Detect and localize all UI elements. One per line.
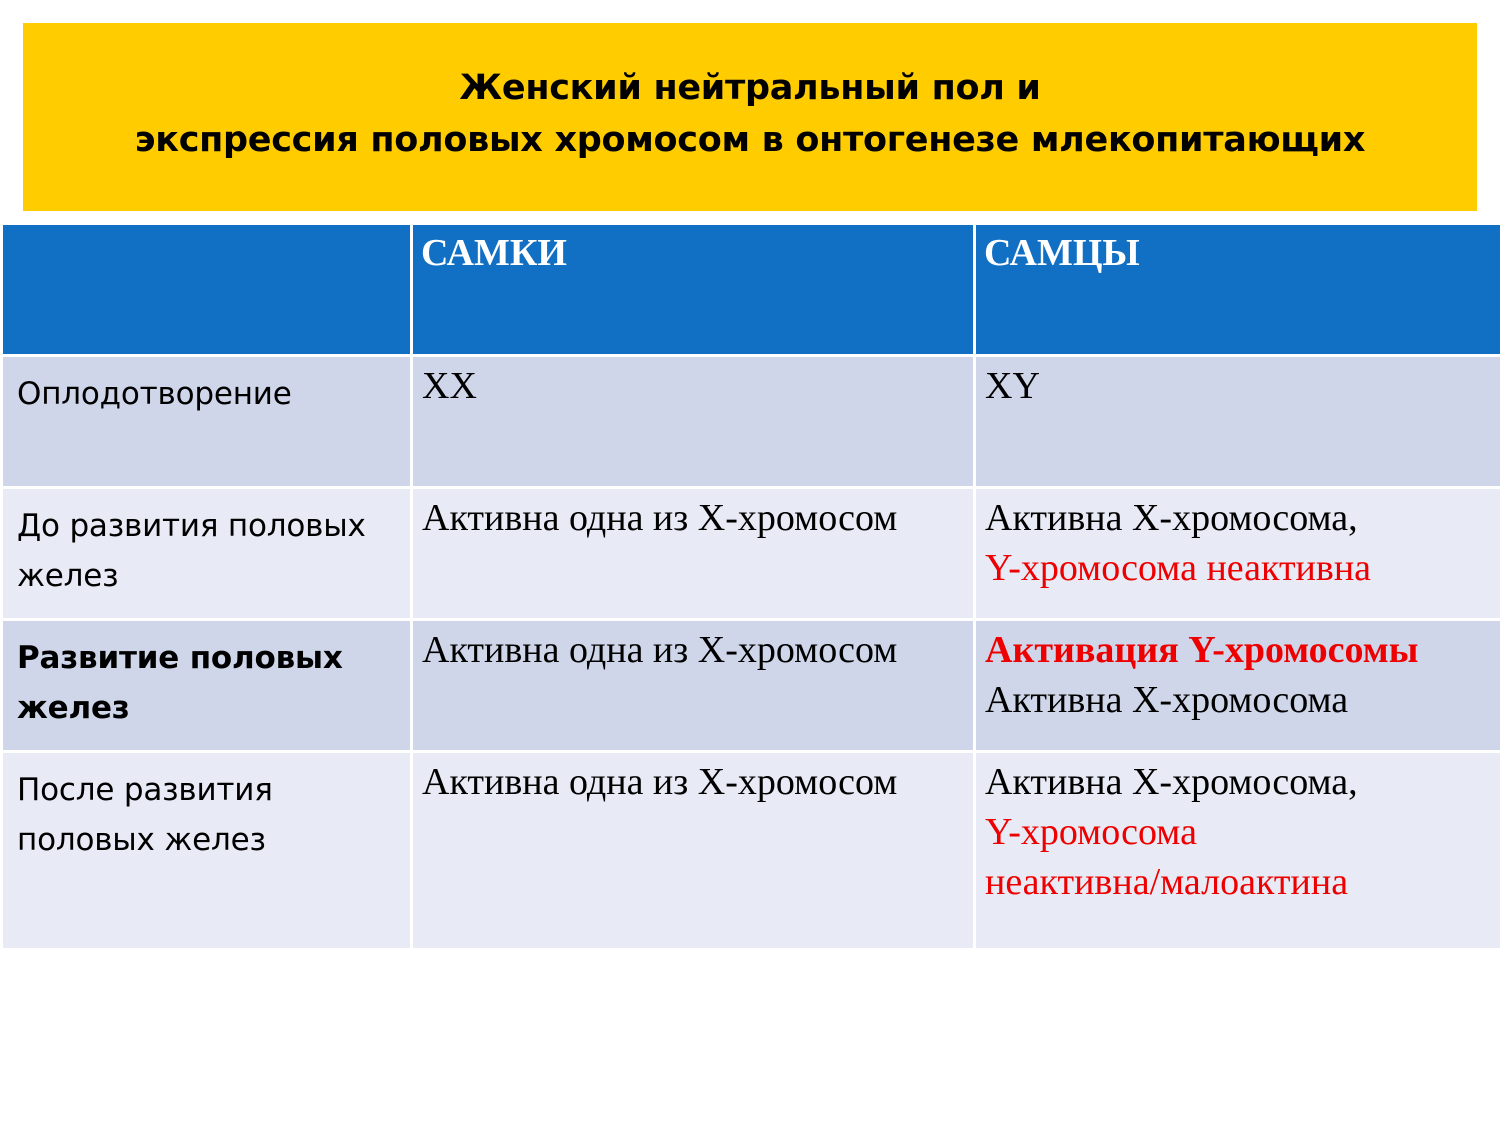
comparison-table [0,222,1500,951]
header-males-text: САМЦЫ [984,232,1140,274]
females-value: Активна одна из Х-хромосом [422,629,898,671]
table-row [2,752,1500,950]
title-line-1: Женский нейтральный пол и [459,68,1041,108]
males-line-1-highlight: Активация Y-хромосомы [985,629,1419,671]
females-value: XX [422,365,477,407]
header-label-text [3,225,410,231]
females-cell [412,488,975,620]
males-cell [975,356,1500,488]
header-cell-label [2,224,412,356]
males-line-1: Активна Х-хромосома, [985,761,1358,803]
females-cell [412,356,975,488]
females-value: Активна одна из Х-хромосом [422,497,898,539]
title-banner [23,23,1477,211]
table-row [2,488,1500,620]
females-cell [412,620,975,752]
males-line-3-highlight: неактивна/малоактина [985,861,1349,903]
table-row [2,620,1500,752]
males-value [976,357,1500,411]
row-label-cell [2,620,412,752]
header-females-text: САМКИ [421,232,567,274]
header-cell-females [412,224,975,356]
title-line-2: экспрессия половых хромосом в онтогенезе млекопитающих [134,120,1366,160]
males-value [976,621,1500,725]
header-cell-males [975,224,1500,356]
row-label-cell [2,488,412,620]
row-label: До развития половых желез [17,508,366,594]
females-value: Активна одна из Х-хромосом [422,761,898,803]
males-cell [975,488,1500,620]
females-cell [412,752,975,950]
males-line-2: Активна Х-хромосома [985,679,1349,721]
males-value [976,489,1500,593]
males-line-2-highlight: Y-хромосома [985,811,1197,853]
males-line-1: XY [985,365,1040,407]
row-label: Развитие половых желез [17,640,343,726]
males-cell [975,620,1500,752]
row-label-cell [2,356,412,488]
table-row [2,356,1500,488]
row-label-cell [2,752,412,950]
table-header-row [2,224,1500,356]
males-line-2-highlight: Y-хромосома неактивна [985,547,1372,589]
males-line-1: Активна Х-хромосома, [985,497,1358,539]
row-label: Оплодотворение [17,376,292,412]
males-value [976,753,1500,907]
row-label: После развития половых желез [17,772,273,858]
males-cell [975,752,1500,950]
